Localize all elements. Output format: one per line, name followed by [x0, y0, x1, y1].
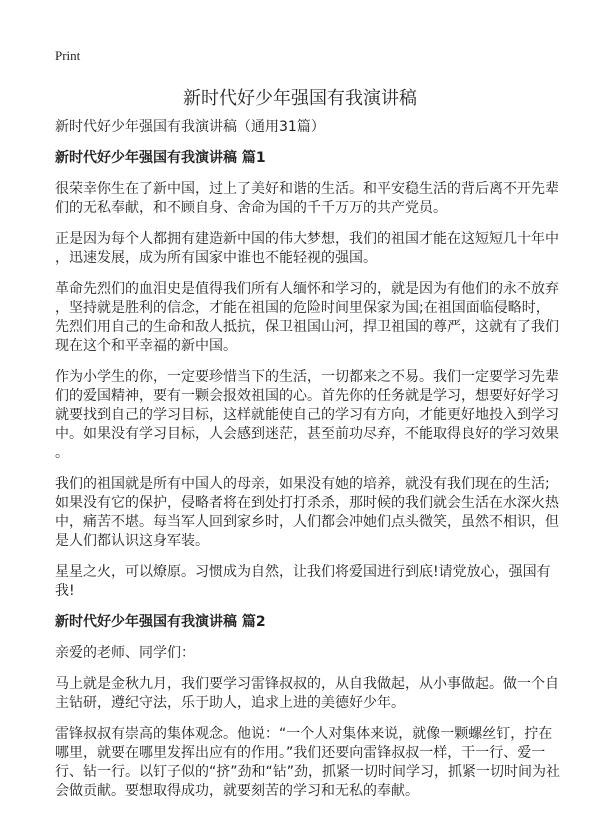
- text-line: 行、钻一行。以钉子似的“挤”劲和“钻”劲，抓紧一切时间学习，抓紧一切时间为社: [55, 764, 561, 780]
- document-body: [55, 118, 561, 813]
- paragraph: [55, 475, 559, 551]
- page-title: 新时代好少年强国有我演讲稿: [183, 88, 417, 109]
- text-line: 就要找到自己的学习目标，这样就能使自己的学习有方向，才能更好地投入到学习: [55, 407, 559, 423]
- text-line: 哪里，就要在哪里发挥出应有的作用。”我们还要向雷锋叔叔一样，干一行、爱一: [55, 745, 546, 761]
- text-line: 先烈们用自己的生命和敌人抵抗，保卫祖国山河，捍卫祖国的尊严，这就有了我们: [55, 319, 559, 335]
- paragraph: [55, 563, 555, 601]
- text-line: 雷锋叔叔有崇高的集体观念。他说：“一个人对集体来说，就像一颗螺丝钉，拧在: [55, 726, 553, 742]
- text-line: 我们的祖国就是所有中国人的母亲，如果没有她的培养，就没有我们现在的生活;: [55, 476, 550, 492]
- text-line: 我!: [55, 583, 75, 599]
- text-line: 如果没有它的保护，侵略者将在到处打打杀杀，那时候的我们就会生活在水深火热: [55, 495, 559, 511]
- section-heading: [55, 149, 555, 168]
- paragraph: [55, 180, 559, 218]
- text-line: 新时代好少年强国有我演讲稿 篇1: [55, 150, 266, 166]
- text-line: 主钻研，遵纪守法，乐于助人，追求上进的美德好少年。: [55, 695, 405, 711]
- paragraph: [55, 280, 559, 356]
- text-line: 们的爱国精神，要有一颗会报效祖国的心。首先你的任务就是学习，想要好好学习: [55, 388, 559, 404]
- paragraph: [55, 644, 555, 663]
- text-line: 星星之火，可以燎原。习惯成为自然，让我们将爱国进行到底!请党放心，强国有: [55, 564, 551, 580]
- text-line: 中。如果没有学习目标，人会感到迷茫，甚至前功尽弃，不能取得良好的学习效果: [55, 426, 559, 442]
- section-heading: [55, 613, 555, 632]
- text-line: 作为小学生的你，一定要珍惜当下的生活，一切都来之不易。我们一定要学习先辈: [55, 369, 559, 385]
- text-line: 正是因为每个人都拥有建造新中国的伟大梦想，我们的祖国才能在这短短几十年中: [55, 231, 559, 247]
- paragraph: [55, 725, 561, 801]
- text-line: 中，痛苦不堪。每当军人回到家乡时，人们都会冲她们点头微笑，虽然不相识，但: [55, 514, 559, 530]
- text-line: 革命先烈们的血泪史是值得我们所有人缅怀和学习的，就是因为有他们的永不放弃: [55, 281, 559, 297]
- text-line: 会做贡献。要想取得成功，就要刻苦的学习和无私的奉献。: [55, 783, 419, 799]
- text-line: ，坚持就是胜利的信念，才能在祖国的危险时间里保家为国;在祖国面临侵略时，: [55, 300, 550, 316]
- document-subtitle: 新时代好少年强国有我演讲稿（通用31篇）: [55, 119, 325, 135]
- text-line: 马上就是金秋九月，我们要学习雷锋叔叔的，从自我做起，从小事做起。做一个自: [55, 676, 559, 692]
- text-line: 亲爱的老师、同学们：: [55, 645, 195, 661]
- print-link[interactable]: Print: [55, 48, 81, 63]
- text-line: 现在这个和平幸福的新中国。: [55, 338, 237, 354]
- text-line: 们的无私奉献，和不顾自身、舍命为国的千千万万的共产党员。: [55, 200, 447, 216]
- text-line: 新时代好少年强国有我演讲稿 篇2: [55, 614, 266, 630]
- text-line: 。: [55, 445, 69, 461]
- text-line: ，迅速发展，成为所有国家中谁也不能轻视的强国。: [55, 250, 377, 266]
- paragraph: [55, 230, 559, 268]
- text-line: 是人们都认识这身军装。: [55, 533, 209, 549]
- paragraph: [55, 368, 559, 463]
- paragraph: [55, 675, 559, 713]
- text-line: 很荣幸你生在了新中国，过上了美好和谐的生活。和平安稳生活的背后离不开先辈: [55, 181, 559, 197]
